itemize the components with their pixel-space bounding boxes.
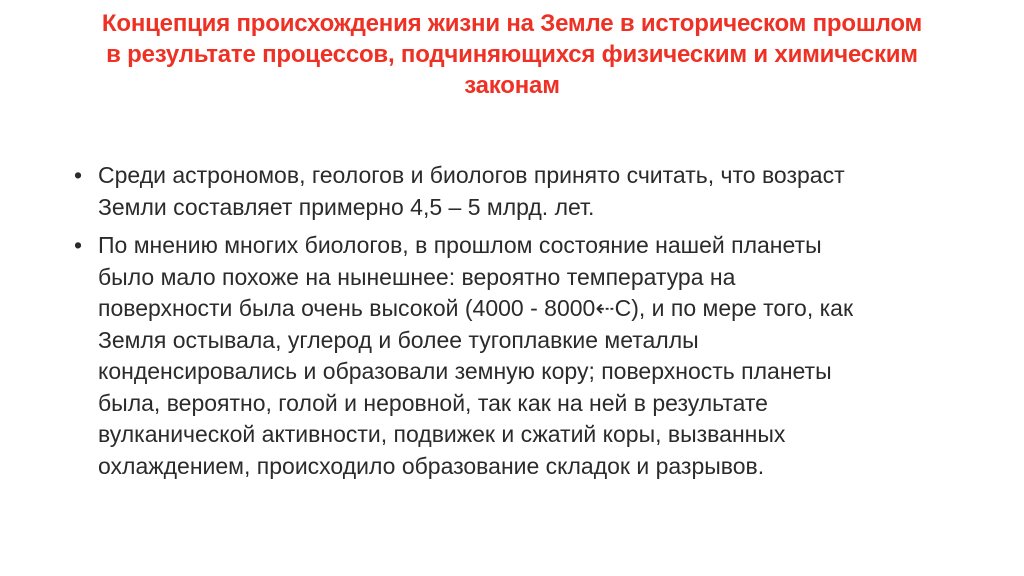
bullet-line: По мнению многих биологов, в прошлом состояние нашей планеты <box>98 232 822 258</box>
bullet-line: Земля остывала, углерод и более тугоплавкие металлы <box>98 326 699 353</box>
bullet-line: поверхности была очень высокой (4000 - 8000⇠C), и по мере того, как <box>98 295 854 321</box>
bullet-dot: • <box>74 232 83 258</box>
title-line-1: Концепция происхождения жизни на Земле в историческом прошлом <box>101 10 923 37</box>
bullet-line: была, вероятно, голой и неровной, так как на ней в результате <box>98 389 768 416</box>
bullet-line: Земли составляет примерно 4,5 – 5 млрд. лет. <box>98 193 595 220</box>
bullet-line: было мало похоже на нынешнее: вероятно температура на <box>98 263 736 290</box>
bullet-item-age <box>70 160 1000 223</box>
title-line-2: в результате процессов, подчиняющихся физическим и химическим <box>106 41 918 68</box>
bullet-line: охлаждением, происходило образование складок и разрывов. <box>98 452 765 479</box>
title-line-3: законам <box>464 72 560 99</box>
bullet-line: конденсировались и образовали земную кору; поверхность планеты <box>98 358 832 384</box>
bullet-list <box>70 160 1000 489</box>
bullet-line: вулканической активности, подвижек и сжатий коры, вызванных <box>98 421 786 447</box>
bullet-item-history <box>70 230 1000 482</box>
bullet-line: Среди астрономов, геологов и биологов принято считать, что возраст <box>98 162 845 188</box>
bullet-dot: • <box>74 162 83 188</box>
slide-title <box>60 8 964 101</box>
